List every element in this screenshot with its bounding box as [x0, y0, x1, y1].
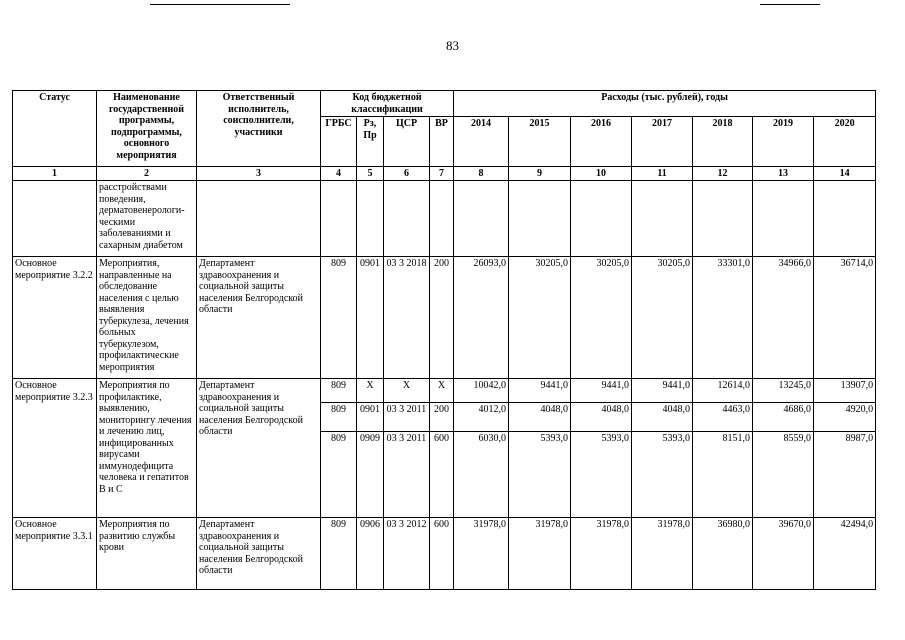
- index-cell: 10: [571, 167, 632, 181]
- value-2016: 5393,0: [571, 432, 632, 518]
- column-index-row: [13, 167, 876, 181]
- value-2016: 30205,0: [571, 257, 632, 379]
- value-2018: 4463,0: [693, 403, 753, 432]
- value-2018: 12614,0: [693, 379, 753, 403]
- value-2016: 31978,0: [571, 518, 632, 590]
- csr-cell: 03 3 2011: [384, 432, 430, 518]
- index-cell: 7: [430, 167, 454, 181]
- value-2020: 42494,0: [814, 518, 876, 590]
- header-budget-code: Код бюджетной классификации: [321, 91, 454, 117]
- grbs-cell: 809: [321, 518, 357, 590]
- index-cell: 12: [693, 167, 753, 181]
- value-2016: 9441,0: [571, 379, 632, 403]
- executor-cell: Департамент здравоохранения и социальной защиты населения Белгородской области: [197, 257, 321, 379]
- index-cell: 9: [509, 167, 571, 181]
- header-expenses: Расходы (тыс. рублей), годы: [454, 91, 876, 117]
- header-status: Статус: [13, 91, 97, 167]
- header-year-2016: 2016: [571, 117, 632, 167]
- header-name: Наименование государственной программы, подпрограммы, основного мероприятия: [97, 91, 197, 167]
- value-2014: 10042,0: [454, 379, 509, 403]
- value-2014: 26093,0: [454, 257, 509, 379]
- status-cell: Основное мероприятие 3.2.3: [13, 379, 97, 518]
- status-cell: Основное мероприятие 3.3.1: [13, 518, 97, 590]
- index-cell: 13: [753, 167, 814, 181]
- value-2020: 4920,0: [814, 403, 876, 432]
- value-2014: 4012,0: [454, 403, 509, 432]
- header-year-2017: 2017: [632, 117, 693, 167]
- header-executor: Ответственный исполнитель, соисполнители, участники: [197, 91, 321, 167]
- value-2018: 8151,0: [693, 432, 753, 518]
- rzpr-cell: 0901: [357, 257, 384, 379]
- value-2018: 33301,0: [693, 257, 753, 379]
- value-2020: 36714,0: [814, 257, 876, 379]
- header-grbs: ГРБС: [321, 117, 357, 167]
- continuation-row: [13, 181, 876, 257]
- activity-name: Мероприятия по профилактике, выявлению, мониторингу лечения и лечению лиц, инфицированных вирусами иммунодефицита человека и гепатитов В и С: [97, 379, 197, 518]
- value-2017: 9441,0: [632, 379, 693, 403]
- csr-cell: 03 3 2018: [384, 257, 430, 379]
- value-2019: 13245,0: [753, 379, 814, 403]
- header-year-2018: 2018: [693, 117, 753, 167]
- vr-cell: 600: [430, 518, 454, 590]
- header-rzpr: Рз, Пр: [357, 117, 384, 167]
- value-2020: 8987,0: [814, 432, 876, 518]
- csr-cell: 03 3 2012: [384, 518, 430, 590]
- value-2015: 30205,0: [509, 257, 571, 379]
- value-2019: 39670,0: [753, 518, 814, 590]
- activity-name: Мероприятия, направленные на обследование населения с целью выявления туберкулеза, лечения больных туберкулезом, профилактические мероприятия: [97, 257, 197, 379]
- vr-cell: 200: [430, 257, 454, 379]
- header-year-2015: 2015: [509, 117, 571, 167]
- rzpr-cell: 0906: [357, 518, 384, 590]
- header-csr: ЦСР: [384, 117, 430, 167]
- header-year-2014: 2014: [454, 117, 509, 167]
- value-2019: 8559,0: [753, 432, 814, 518]
- index-cell: 11: [632, 167, 693, 181]
- vr-cell: 600: [430, 432, 454, 518]
- index-cell: 6: [384, 167, 430, 181]
- table-row: [13, 257, 876, 379]
- top-rule-right: [760, 4, 820, 5]
- grbs-cell: 809: [321, 379, 357, 403]
- value-2015: 31978,0: [509, 518, 571, 590]
- header-year-2020: 2020: [814, 117, 876, 167]
- index-cell: 1: [13, 167, 97, 181]
- value-2014: 6030,0: [454, 432, 509, 518]
- executor-cell: Департамент здравоохранения и социальной защиты населения Белгородской области: [197, 379, 321, 518]
- value-2017: 5393,0: [632, 432, 693, 518]
- index-cell: 4: [321, 167, 357, 181]
- value-2014: 31978,0: [454, 518, 509, 590]
- value-2017: 31978,0: [632, 518, 693, 590]
- header-vr: ВР: [430, 117, 454, 167]
- rzpr-cell: X: [357, 379, 384, 403]
- value-2019: 4686,0: [753, 403, 814, 432]
- index-cell: 8: [454, 167, 509, 181]
- header-year-2019: 2019: [753, 117, 814, 167]
- activity-name: Мероприятия по развитию службы крови: [97, 518, 197, 590]
- index-cell: 5: [357, 167, 384, 181]
- executor-cell: Департамент здравоохранения и социальной защиты населения Белгородской области: [197, 518, 321, 590]
- value-2020: 13907,0: [814, 379, 876, 403]
- value-2016: 4048,0: [571, 403, 632, 432]
- grbs-cell: 809: [321, 403, 357, 432]
- vr-cell: X: [430, 379, 454, 403]
- budget-table: [12, 90, 876, 590]
- continuation-name: расстройствами поведения, дерматовенерологи-ческими заболеваниями и сахарным диабетом: [97, 181, 197, 257]
- vr-cell: 200: [430, 403, 454, 432]
- grbs-cell: 809: [321, 257, 357, 379]
- value-2019: 34966,0: [753, 257, 814, 379]
- index-cell: 2: [97, 167, 197, 181]
- csr-cell: 03 3 2011: [384, 403, 430, 432]
- value-2017: 4048,0: [632, 403, 693, 432]
- csr-cell: X: [384, 379, 430, 403]
- value-2017: 30205,0: [632, 257, 693, 379]
- status-cell: Основное мероприятие 3.2.2: [13, 257, 97, 379]
- value-2018: 36980,0: [693, 518, 753, 590]
- top-rule-left: [150, 4, 290, 5]
- rzpr-cell: 0901: [357, 403, 384, 432]
- index-cell: 14: [814, 167, 876, 181]
- rzpr-cell: 0909: [357, 432, 384, 518]
- table-row: [13, 379, 876, 403]
- grbs-cell: 809: [321, 432, 357, 518]
- value-2015: 5393,0: [509, 432, 571, 518]
- value-2015: 9441,0: [509, 379, 571, 403]
- value-2015: 4048,0: [509, 403, 571, 432]
- index-cell: 3: [197, 167, 321, 181]
- page-number: 83: [446, 38, 459, 53]
- table-row: [13, 518, 876, 590]
